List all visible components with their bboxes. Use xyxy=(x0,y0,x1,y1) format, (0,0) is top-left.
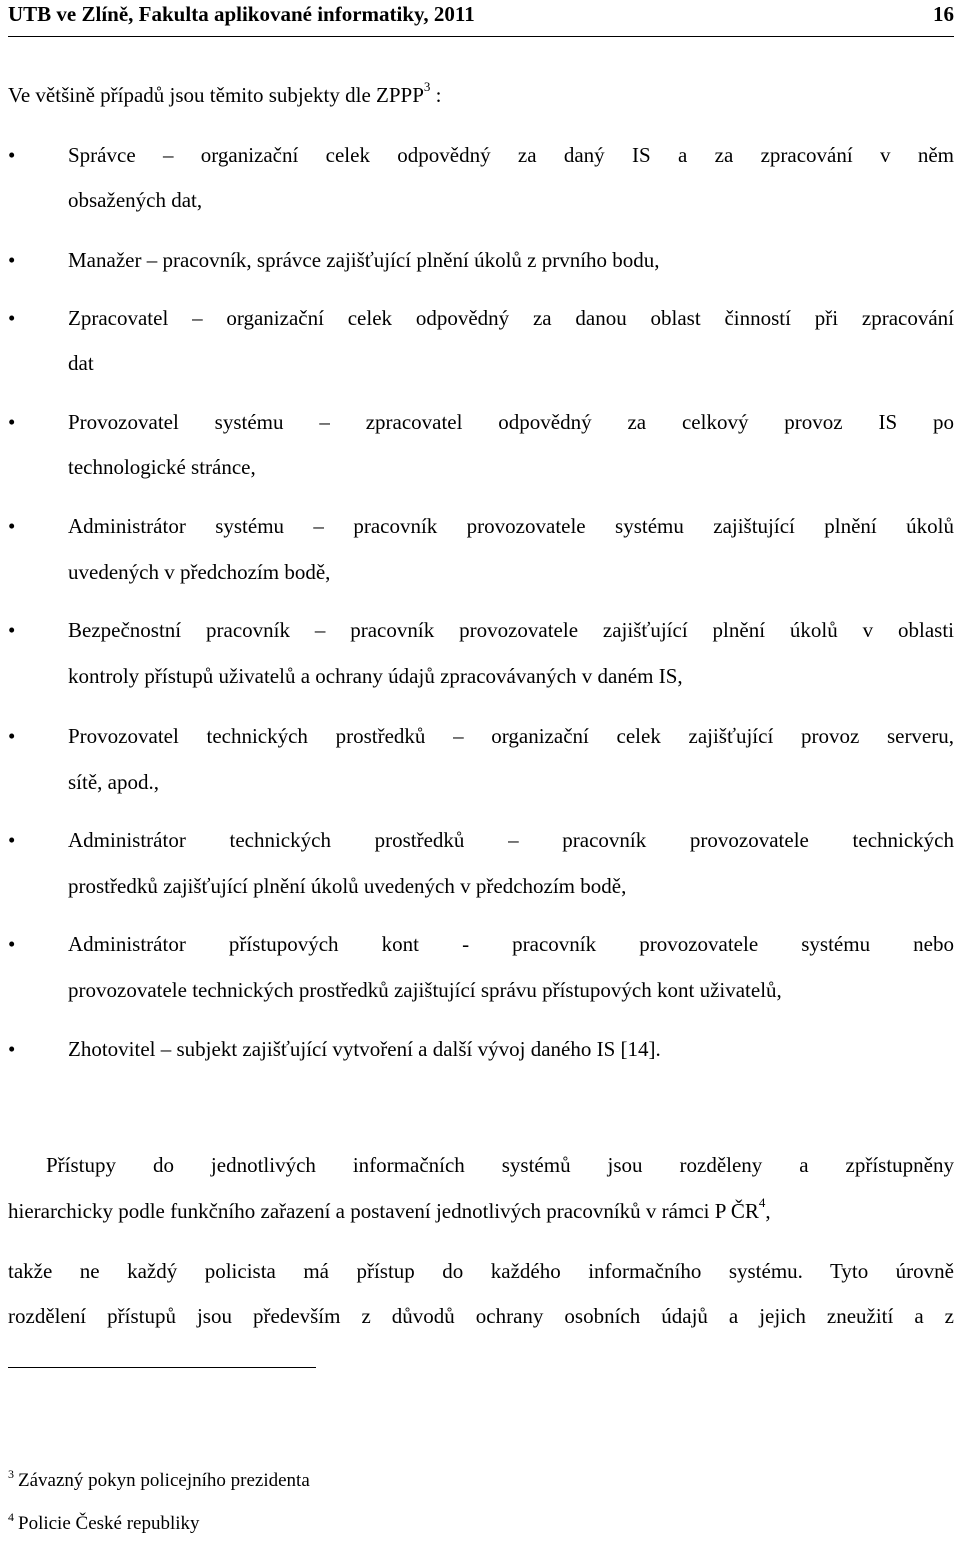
list-item-line: kontroly přístupů uživatelů a ochrany údajů zpracovávaných v daném IS, xyxy=(68,664,683,688)
intro-suffix: : xyxy=(435,83,442,107)
paragraph-line: takže ne každý policista má přístup do každého informačního systému. Tyto úrovně xyxy=(8,1259,954,1283)
footnote-number: 4 xyxy=(8,1510,14,1524)
footnote-text: Závazný pokyn policejního prezidenta xyxy=(18,1470,310,1491)
bullet-dot: • xyxy=(8,618,16,642)
bullet-dot: • xyxy=(8,248,16,272)
footnote-ref-3: 3 xyxy=(423,79,431,94)
list-item-line: Provozovatel systému – zpracovatel odpovědný za celkový provoz IS po xyxy=(68,410,954,434)
paragraph-line: rozdělení přístupů jsou především z důvodů ochrany osobních údajů a jejich zneužití a z xyxy=(8,1304,954,1328)
page-header xyxy=(8,0,954,37)
list-item-line: Zhotovitel – subjekt zajišťující vytvoření a další vývoj daného IS [14]. xyxy=(68,1037,661,1061)
footnote xyxy=(8,1467,310,1492)
bullet-dot: • xyxy=(8,724,16,748)
bullet-dot: • xyxy=(8,932,16,956)
list-item-line: provozovatele technických prostředků zajištující správu přístupových kont uživatelů, xyxy=(68,978,782,1002)
list-item-line: Administrátor systému – pracovník provozovatele systému zajištující plnění úkolů xyxy=(68,514,954,538)
list-item-line: Zpracovatel – organizační celek odpovědný za danou oblast činností při zpracování xyxy=(68,306,954,330)
bullet-dot: • xyxy=(8,410,16,434)
bullet-dot: • xyxy=(8,1037,16,1061)
list-item-line: Administrátor technických prostředků – pracovník provozovatele technických xyxy=(68,828,954,852)
list-item-line: Manažer – pracovník, správce zajišťující plnění úkolů z prvního bodu, xyxy=(68,248,660,272)
bullet-dot: • xyxy=(8,306,16,330)
paragraph-line: Přístupy do jednotlivých informačních systémů jsou rozděleny a zpřístupněny xyxy=(46,1153,954,1177)
footnote-ref-4: 4 xyxy=(758,1195,766,1210)
list-item-line: Správce – organizační celek odpovědný za daný IS a za zpracování v něm xyxy=(68,143,954,167)
paragraph-line xyxy=(8,1195,954,1224)
footnote xyxy=(8,1510,200,1535)
intro-sentence xyxy=(8,79,442,108)
footnote-separator xyxy=(8,1367,316,1368)
list-item-line: uvedených v předchozím bodě, xyxy=(68,560,331,584)
bullet-dot: • xyxy=(8,514,16,538)
list-item-line: Administrátor přístupových kont - pracovník provozovatele systému nebo xyxy=(68,932,954,956)
list-item-line: prostředků zajišťující plnění úkolů uvedených v předchozím bodě, xyxy=(68,874,627,898)
paragraph-line-text: hierarchicky podle funkčního zařazení a postavení jednotlivých pracovníků v rámci P ČR xyxy=(8,1199,759,1223)
paragraph-line-suffix: , xyxy=(765,1199,771,1223)
page-number: 16 xyxy=(933,2,954,26)
footnote-text: Policie České republiky xyxy=(18,1513,200,1534)
header-title: UTB ve Zlíně, Fakulta aplikované informatiky, 2011 xyxy=(8,2,475,26)
list-item-line: obsažených dat, xyxy=(68,188,203,212)
list-item-line: Bezpečnostní pracovník – pracovník provozovatele zajišťující plnění úkolů v oblasti xyxy=(68,618,954,642)
list-item-line: technologické stránce, xyxy=(68,455,256,479)
bullet-dot: • xyxy=(8,828,16,852)
list-item-line: sítě, apod., xyxy=(68,770,159,794)
list-item-line: Provozovatel technických prostředků – organizační celek zajišťující provoz serveru, xyxy=(68,724,954,748)
intro-text: Ve většině případů jsou těmito subjekty dle ZPPP xyxy=(8,83,424,107)
bullet-dot: • xyxy=(8,143,16,167)
list-item-line: dat xyxy=(68,351,94,375)
footnote-number: 3 xyxy=(8,1467,14,1481)
